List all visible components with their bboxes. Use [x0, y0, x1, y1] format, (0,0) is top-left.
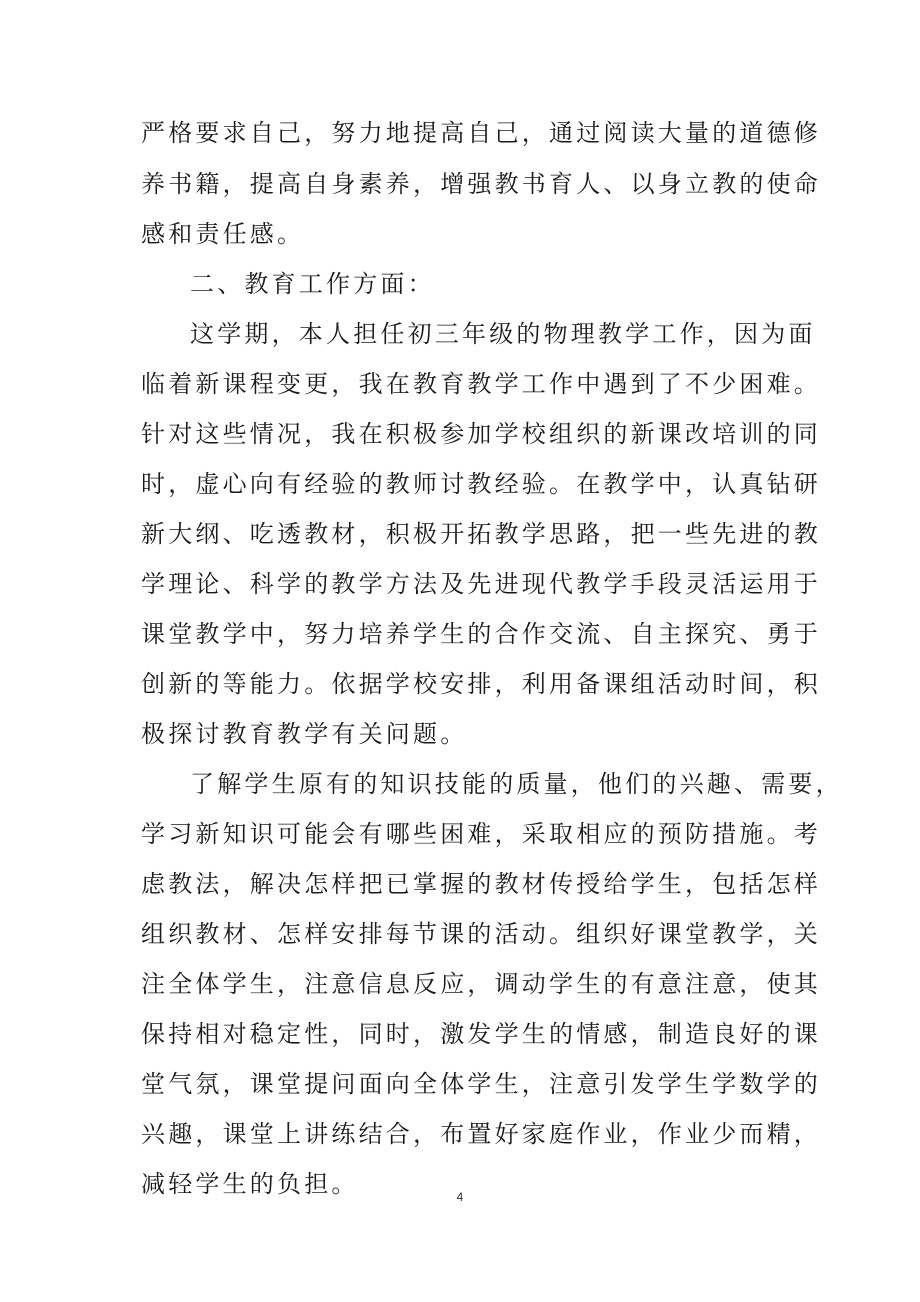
text-line: 感和责任感。	[141, 220, 305, 248]
text-line: 组织教材、怎样安排每节课的活动。组织好课堂教学，关	[141, 920, 821, 948]
text-line: 学习新知识可能会有哪些困难，采取相应的预防措施。考	[141, 820, 821, 848]
text-line: 虑教法，解决怎样把已掌握的教材传授给学生，包括怎样	[141, 870, 821, 898]
text-line: 严格要求自己，努力地提高自己，通过阅读大量的道德修	[141, 119, 821, 147]
text-line: 临着新课程变更，我在教育教学工作中遇到了不少困难。	[141, 370, 821, 398]
section-heading: 二、教育工作方面：	[190, 270, 435, 298]
text-line: 兴趣，课堂上讲练结合，布置好家庭作业，作业少而精，	[141, 1120, 821, 1148]
text-line: 了解学生原有的知识技能的质量，他们的兴趣、需要，	[190, 770, 843, 798]
page-number: 4	[456, 1190, 464, 1204]
text-line: 减轻学生的负担。	[141, 1170, 359, 1198]
text-line: 保持相对稳定性，同时，激发学生的情感，制造良好的课	[141, 1020, 821, 1048]
text-line: 注全体学生，注意信息反应，调动学生的有意注意，使其	[141, 970, 821, 998]
text-line: 养书籍，提高自身素养，增强教书育人、以身立教的使命	[141, 170, 821, 198]
text-line: 堂气氛，课堂提问面向全体学生，注意引发学生学数学的	[141, 1070, 821, 1098]
text-line: 学理论、科学的教学方法及先进现代教学手段灵活运用于	[141, 570, 821, 598]
text-line: 时，虚心向有经验的教师讨教经验。在教学中，认真钻研	[141, 470, 821, 498]
text-line: 课堂教学中，努力培养学生的合作交流、自主探究、勇于	[141, 620, 821, 648]
text-line: 这学期，本人担任初三年级的物理教学工作，因为面	[190, 320, 816, 348]
text-line: 创新的等能力。依据学校安排，利用备课组活动时间，积	[141, 670, 821, 698]
text-line: 针对这些情况，我在积极参加学校组织的新课改培训的同	[141, 420, 821, 448]
text-line: 新大纲、吃透教材，积极开拓教学思路，把一些先进的教	[141, 520, 821, 548]
text-line: 极探讨教育教学有关问题。	[141, 720, 468, 748]
